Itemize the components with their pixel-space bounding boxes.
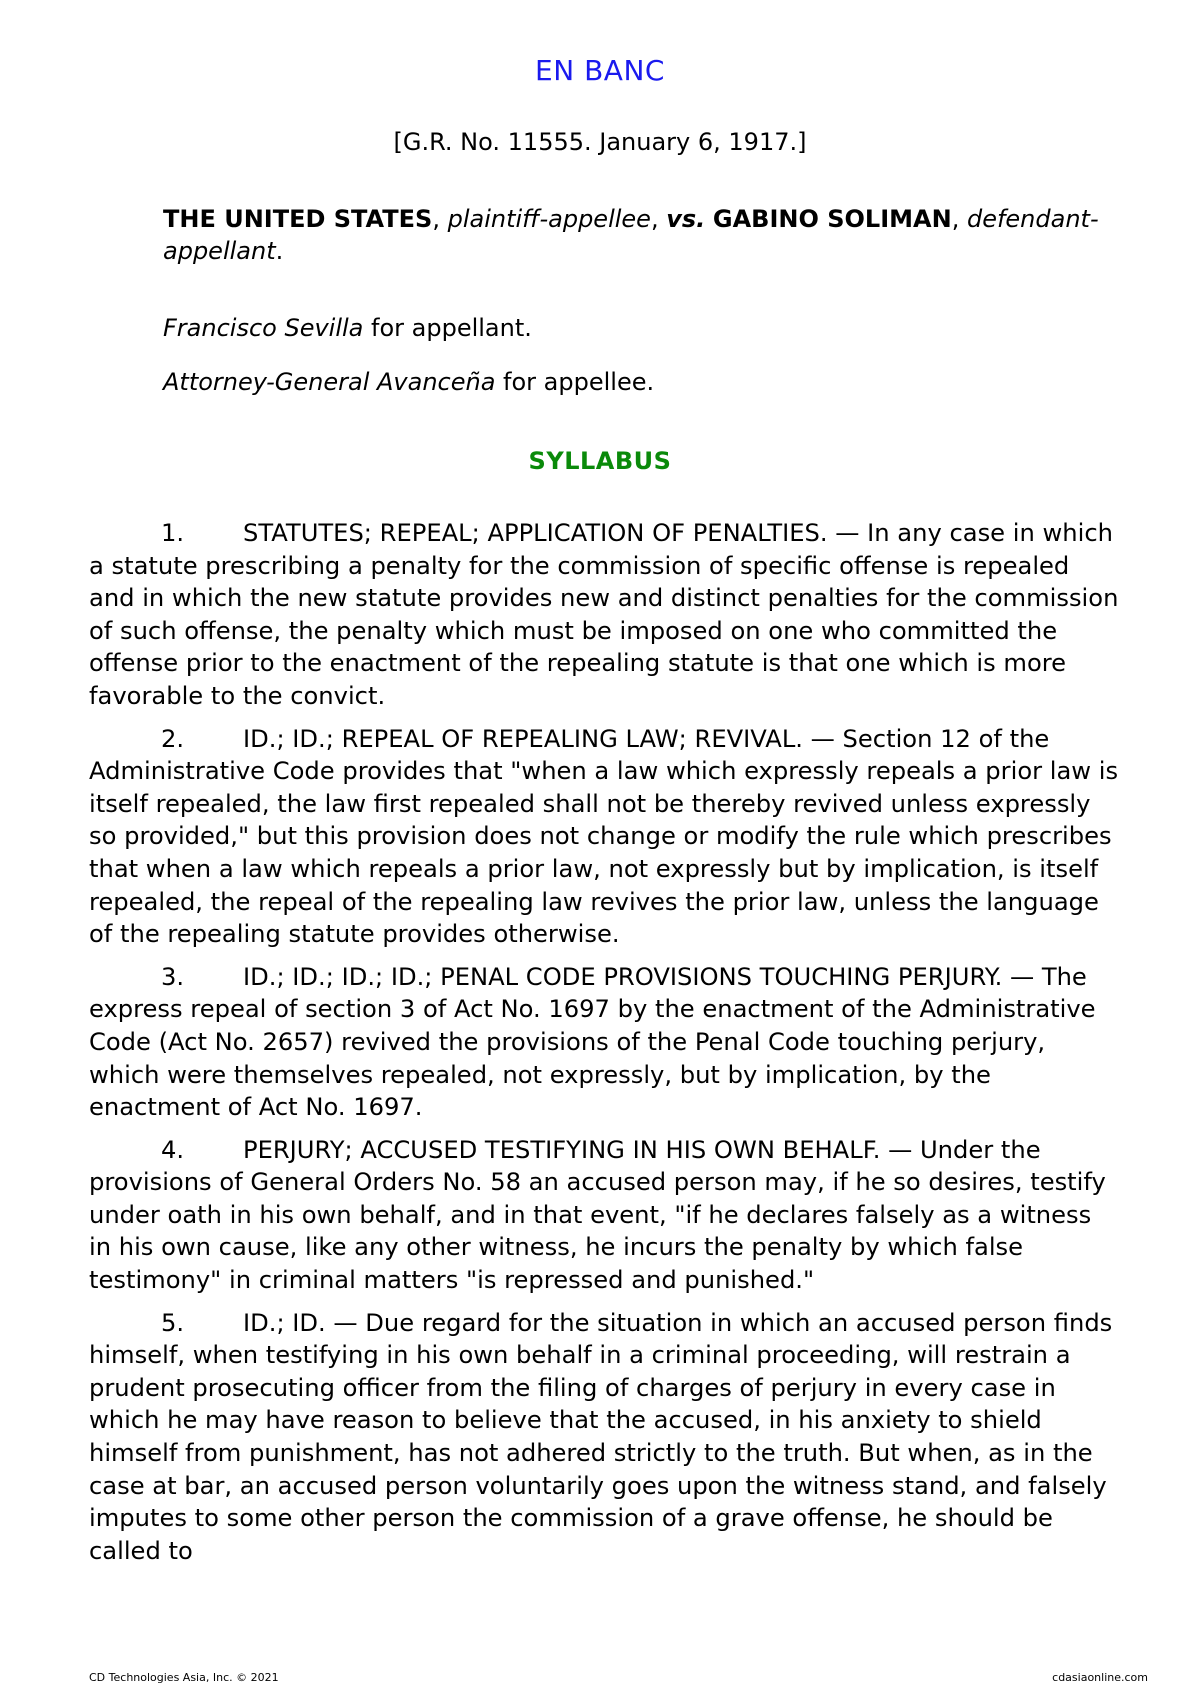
syllabus-item-number: 5. [161,1308,185,1337]
counsel-appellee [163,366,1123,398]
syllabus-item [89,961,1119,1124]
defendant-role: defendant-appellant [163,205,1099,265]
footer-copyright: CD Technologies Asia, Inc. © 2021 [89,1671,279,1684]
syllabus-item [89,1134,1119,1297]
counsel-appellant [163,312,1123,344]
counsel-name: Attorney-General Avanceña [163,368,496,396]
syllabus-item-number: 1. [161,519,185,547]
defendant-name: GABINO SOLIMAN [712,205,952,233]
syllabus-list [89,517,1119,1577]
counsel-name: Francisco Sevilla [163,314,364,342]
syllabus-item-text: PERJURY; ACCUSED TESTIFYING IN HIS OWN BEHALF. — Under the provisions of General Orders No. 58 an accused person may, if he so desires, testify under oath in his own behalf, and in that event, "if he declares falsely as a witness in his own cause, like any other witness, he incurs the penalty by which false testimony" in criminal matters "is repressed and punished." [89,1135,1106,1295]
syllabus-item-text: ID.; ID. — Due regard for the situation in which an accused person finds himself, when testifying in his own behalf in a criminal proceeding, will restrain a prudent prosecuting officer from the filing of charges of perjury in every case in which he may have reason to believe that the accused, in his anxiety to shield himself from punishment, has not adhered strictly to the truth. But when, as in the case at bar, an accused person voluntarily goes upon the witness stand, and falsely imputes to some other person the commission of a grave offense, he should be called to [89,1308,1113,1565]
syllabus-item-text: STATUTES; REPEAL; APPLICATION OF PENALTIES. — In any case in which a statute prescribing a penalty for the commission of specific offense is repealed and in which the new statute provides new and distinct penalties for the commission of such offense, the penalty which must be imposed on one who committed the offense prior to the enactment of the repealing statute is that one which is more favorable to the convict. [89,519,1119,710]
syllabus-item-number: 4. [161,1135,185,1164]
syllabus-item-number: 3. [161,962,185,991]
case-parties: THE UNITED STATES, plaintiff-appellee, vs. GABINO SOLIMAN, defendant-appellant. [163,205,1099,265]
plaintiff-name: THE UNITED STATES [163,205,433,233]
plaintiff-role: plaintiff-appellee [447,205,651,233]
syllabus-item-number: 2. [161,724,185,753]
counsel-role: for appellee. [495,368,655,396]
syllabus-item [89,517,1119,713]
syllabus-heading: SYLLABUS [528,447,672,475]
court-division-heading: EN BANC [535,54,665,87]
versus-label: vs. [666,205,706,233]
case-number-date: [G.R. No. 11555. January 6, 1917.] [393,128,807,156]
footer-website: cdasiaonline.com [1052,1671,1148,1684]
syllabus-item [89,1307,1119,1568]
syllabus-item [89,723,1119,951]
counsel-role: for appellant. [363,314,532,342]
syllabus-item-text: ID.; ID.; REPEAL OF REPEALING LAW; REVIVAL. — Section 12 of the Administrative Code provides that "when a law which expressly repeals a prior law is itself repealed, the law first repealed shall not be thereby revived unless expressly so provided," but this provision does not change or modify the rule which prescribes that when a law which repeals a prior law, not expressly but by implication, is itself repealed, the repeal of the repealing law revives the prior law, unless the language of the repealing statute provides otherwise. [89,724,1119,949]
syllabus-item-text: ID.; ID.; ID.; ID.; PENAL CODE PROVISIONS TOUCHING PERJURY. — The express repeal of section 3 of Act No. 1697 by the enactment of the Administrative Code (Act No. 2657) revived the provisions of the Penal Code touching perjury, which were themselves repealed, not expressly, but by implication, by the enactment of Act No. 1697. [89,962,1096,1122]
